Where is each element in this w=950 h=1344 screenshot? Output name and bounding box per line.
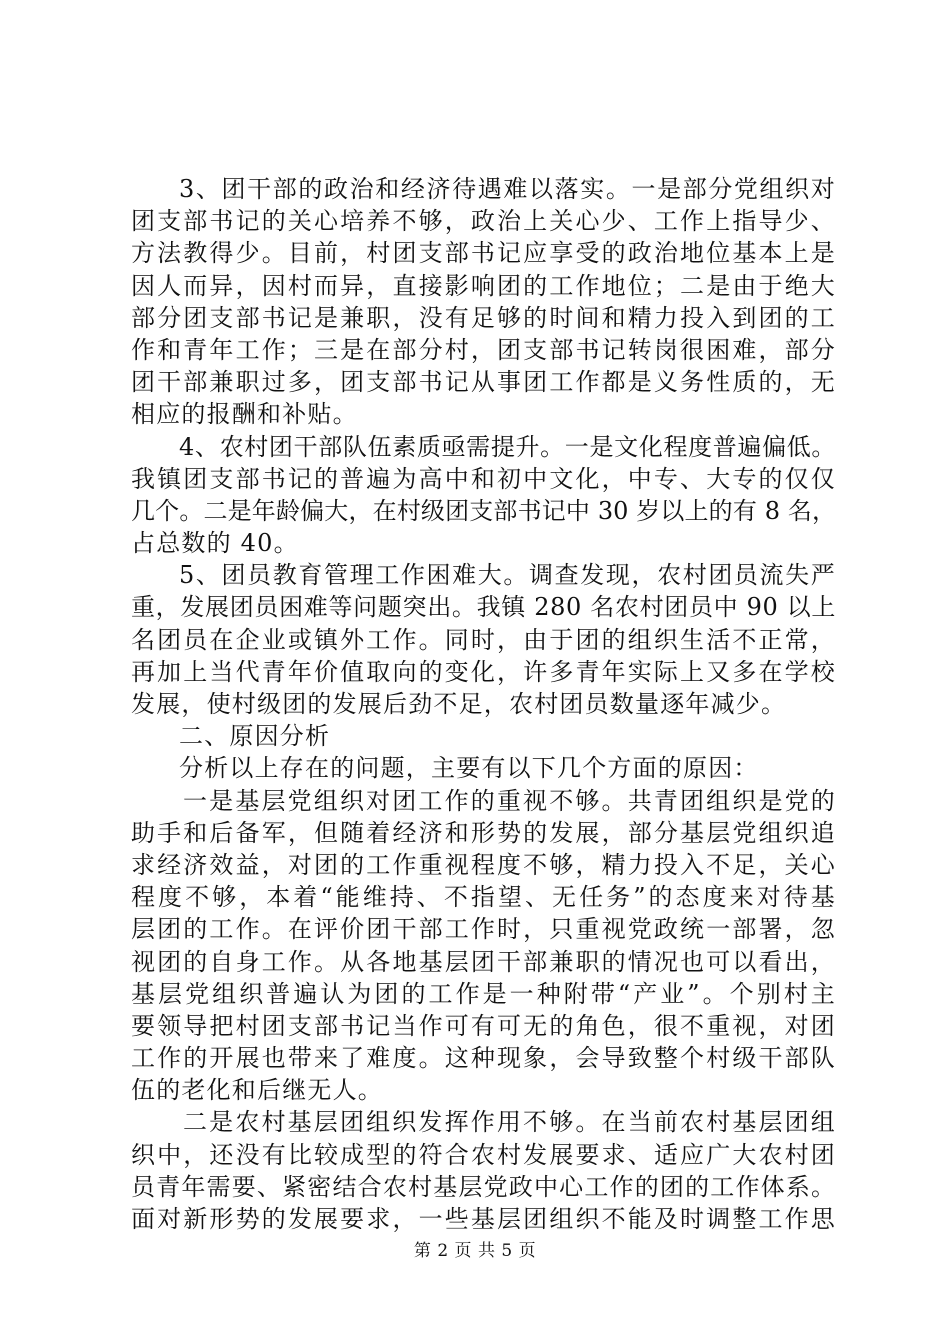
paragraph-3-line: 方法教得少。目前，村团支部书记应享受的政治地位基本上是 <box>131 239 836 268</box>
cause-1-line: 工作的开展也带来了难度。这种现象，会导致整个村级干部队 <box>131 1044 836 1073</box>
paragraph-4-line: 4、农村团干部队伍素质亟需提升。一是文化程度普遍偏低。 <box>179 432 836 461</box>
paragraph-5-line: 发展，使村级团的发展后劲不足，农村团员数量逐年减少。 <box>131 690 787 718</box>
cause-1-line: 层团的工作。在评价团干部工作时，只重视党政统一部署，忽 <box>131 915 836 944</box>
paragraph-3-line: 团干部兼职过多，团支部书记从事团工作都是义务性质的，无 <box>131 368 836 397</box>
paragraph-3-line: 部分团支部书记是兼职，没有足够的时间和精力投入到团的工 <box>131 303 836 332</box>
cause-1-line: 助手和后备军，但随着经济和形势的发展，部分基层党组织追 <box>131 818 836 847</box>
paragraph-4-line: 几个。二是年龄偏大，在村级团支部书记中 30 岁以上的有 8 名， <box>131 496 836 525</box>
cause-1-line: 基层党组织普遍认为团的工作是一种附带“产业”。个别村主 <box>131 979 836 1008</box>
paragraph-5-line: 名团员在企业或镇外工作。同时，由于团的组织生活不正常， <box>131 625 836 654</box>
paragraph-5-line: 再加上当代青年价值取向的变化，许多青年实际上又多在学校 <box>131 657 836 686</box>
document-body <box>131 173 836 1235</box>
intro-line: 分析以上存在的问题，主要有以下几个方面的原因： <box>179 754 759 783</box>
paragraph-3-line: 团支部书记的关心培养不够，政治上关心少、工作上指导少、 <box>131 207 836 236</box>
page-number-footer: 第 2 页 共 5 页 <box>413 1241 537 1261</box>
paragraph-3-line: 因人而异，因村而异，直接影响团的工作地位；二是由于绝大 <box>131 271 836 300</box>
cause-1-line: 视团的自身工作。从各地基层团干部兼职的情况也可以看出， <box>131 947 836 976</box>
paragraph-3-line: 3、团干部的政治和经济待遇难以落实。一是部分党组织对 <box>179 175 836 203</box>
paragraph-3-line: 作和青年工作；三是在部分村，团支部书记转岗很困难，部分 <box>131 335 836 364</box>
cause-2-line: 员青年需要、紧密结合农村基层党政中心工作的团的工作体系。 <box>131 1172 836 1201</box>
paragraph-5-line: 5、团员教育管理工作困难大。调查发现，农村团员流失严 <box>179 561 836 590</box>
cause-1-line: 求经济效益，对团的工作重视程度不够，精力投入不足，关心 <box>131 850 836 879</box>
paragraph-3-line: 相应的报酬和补贴。 <box>131 400 358 429</box>
section-heading: 二、原因分析 <box>179 722 331 751</box>
cause-1-line: 要领导把村团支部书记当作可有可无的角色，很不重视，对团 <box>131 1011 836 1040</box>
cause-1-line: 一是基层党组织对团工作的重视不够。共青团组织是党的 <box>183 786 836 815</box>
cause-2-line: 面对新形势的发展要求，一些基层团组织不能及时调整工作思 <box>131 1205 836 1233</box>
cause-1-line: 程度不够，本着“能维持、不指望、无任务”的态度来对待基 <box>131 883 836 912</box>
cause-2-line: 二是农村基层团组织发挥作用不够。在当前农村基层团组 <box>183 1108 836 1137</box>
paragraph-4-line: 占总数的 40。 <box>131 529 299 558</box>
cause-1-line: 伍的老化和后继无人。 <box>131 1076 383 1105</box>
cause-2-line: 织中，还没有比较成型的符合农村发展要求、适应广大农村团 <box>131 1140 836 1169</box>
paragraph-4-line: 我镇团支部书记的普遍为高中和初中文化，中专、大专的仅仅 <box>131 464 836 493</box>
paragraph-5-line: 重，发展团员困难等问题突出。我镇 280 名农村团员中 90 以上 <box>131 593 836 622</box>
